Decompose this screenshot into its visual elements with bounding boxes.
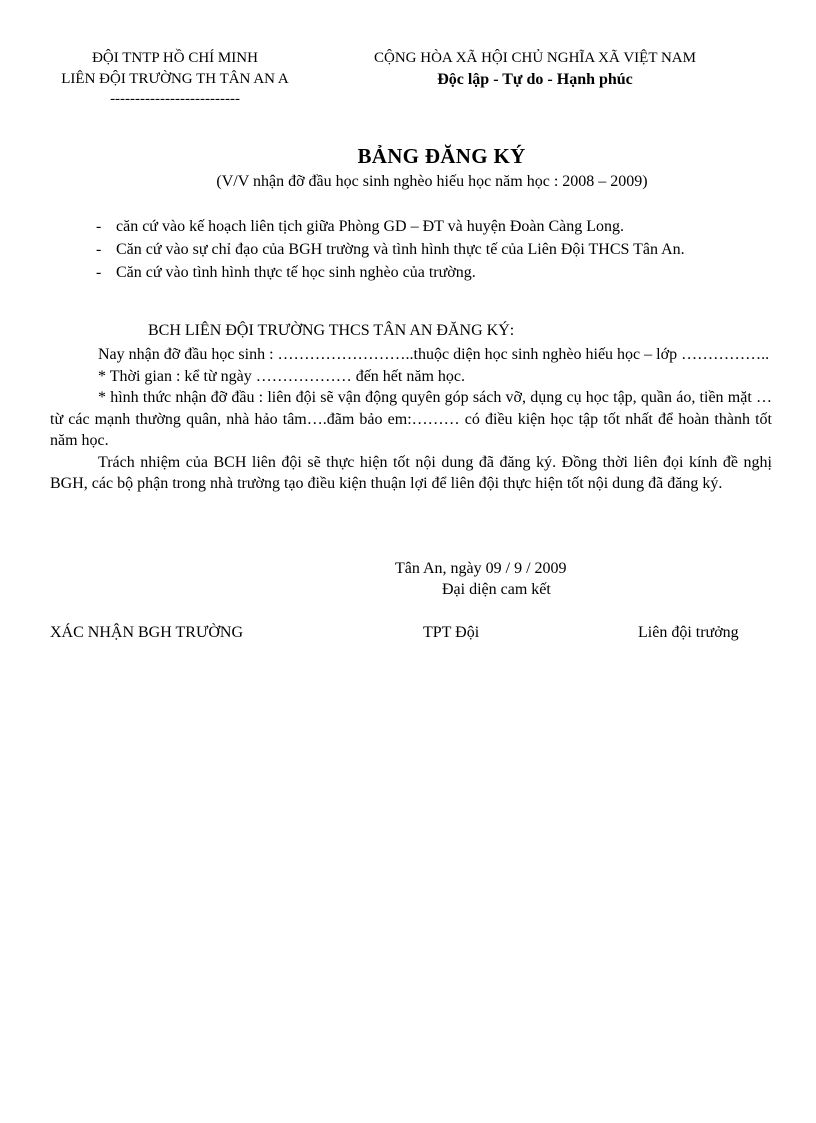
list-item-text: căn cứ vào kế hoạch liên tịch giữa Phòng GD – ĐT và huyện Đoàn Càng Long. (116, 218, 625, 235)
paragraph-form: * hình thức nhận đỡ đầu : liên đội sẽ vận động quyên góp sách vỡ, dụng cụ học tập, quần áo, tiền mặt …từ các mạnh thường quân, nhà hảo tâm….đãm bảo em:……… có điều kiện học tập tốt nhất để hoàn thành tốt năm học. (50, 389, 772, 449)
list-item (96, 262, 776, 283)
header-right-motto: Độc lập - Tự do - Hạnh phúc (437, 71, 633, 88)
header-left-school: LIÊN ĐỘI TRƯỜNG TH TÂN AN A (61, 71, 289, 87)
header-left-divider: -------------------------- (110, 91, 240, 107)
registrant-heading: BCH LIÊN ĐỘI TRƯỜNG THCS TÂN AN ĐĂNG KÝ: (148, 322, 515, 339)
page-subtitle: (V/V nhận đỡ đầu học sinh nghèo hiếu học năm học : 2008 – 2009) (216, 173, 648, 190)
representative-label: Đại diện cam kết (442, 581, 551, 598)
date-line: Tân An, ngày 09 / 9 / 2009 (395, 560, 567, 577)
list-item (96, 239, 776, 260)
bullet-dash: - (96, 264, 102, 281)
signature-tpt: TPT Đội (423, 624, 480, 641)
page-title: BẢNG ĐĂNG KÝ (357, 144, 526, 168)
paragraph-time: * Thời gian : kể từ ngày ……………… đến hết năm học. (98, 367, 465, 385)
basis-list (96, 216, 776, 285)
list-item-text: Căn cứ vào sự chỉ đạo của BGH trường và tình hình thực tế của Liên Đội THCS Tân An. (116, 241, 685, 258)
signature-principal: XÁC NHẬN BGH TRƯỜNG (50, 624, 244, 641)
signature-leader: Liên đội trưởng (638, 624, 739, 641)
bullet-dash: - (96, 218, 102, 235)
list-item (96, 216, 776, 237)
header-left-org: ĐỘI TNTP HỒ CHÍ MINH (92, 50, 258, 66)
body-text (50, 344, 772, 495)
paragraph-sponsorship: Nay nhận đỡ đầu học sinh : ……………………..thuộc diện học sinh nghèo hiếu học – lớp …………….. (98, 346, 770, 363)
header-right (345, 48, 725, 90)
list-item-text: Căn cứ vào tình hình thực tế học sinh nghèo của trường. (116, 264, 476, 281)
bullet-dash: - (96, 241, 102, 258)
header-right-country: CỘNG HÒA XÃ HỘI CHỦ NGHĨA XÃ VIỆT NAM (374, 50, 696, 66)
paragraph-responsibility: Trách nhiệm của BCH liên đội sẽ thực hiện tốt nội dung đã đăng ký. Đồng thời liên đọi kính đề nghị BGH, các bộ phận trong nhà trường tạo điều kiện thuận lợi để liên đội thực hiện tốt nội dung đã đăng ký. (50, 453, 772, 492)
header-left (40, 48, 310, 108)
